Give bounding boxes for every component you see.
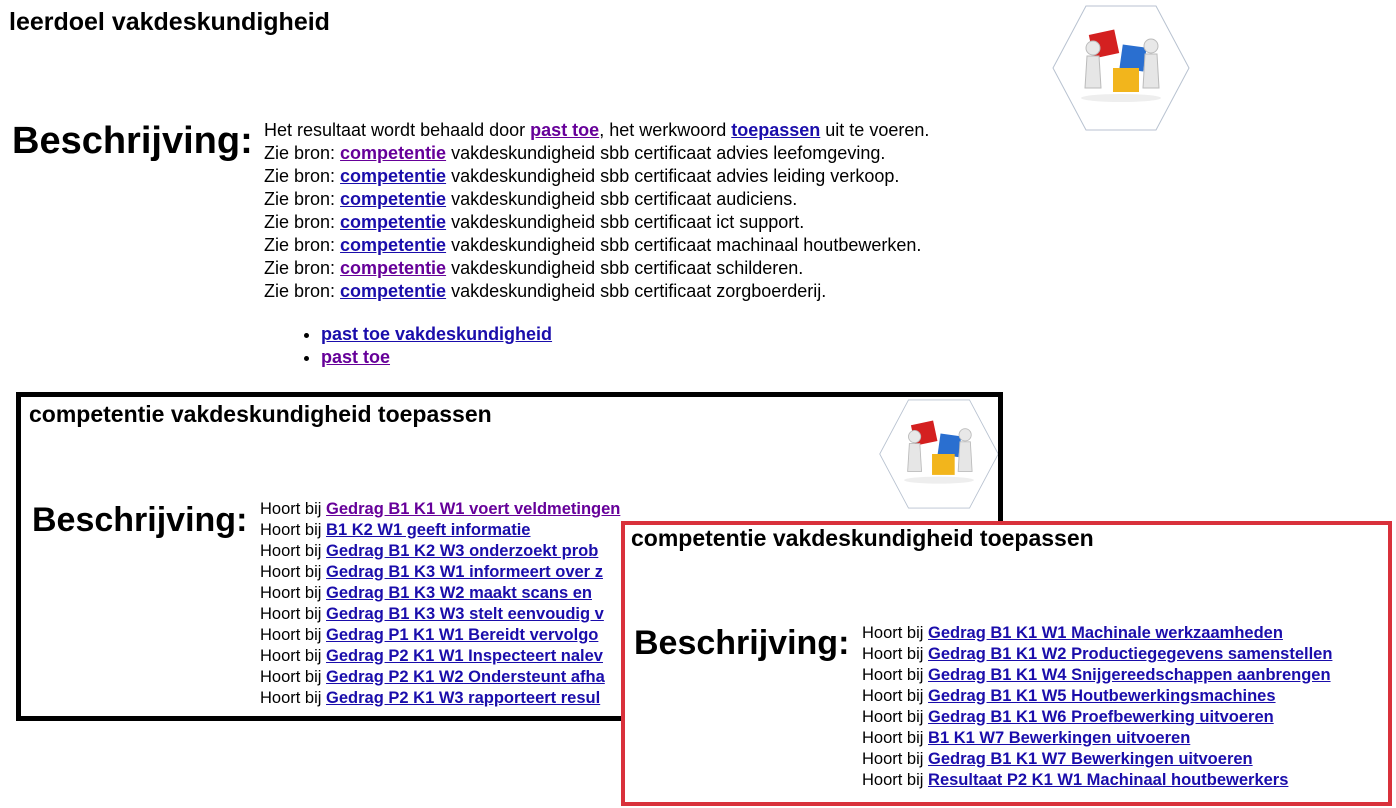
item-link[interactable]: B1 K2 W1 geeft informatie (326, 521, 531, 539)
source-line (264, 211, 929, 234)
item-prefix: Hoort bij (862, 666, 929, 684)
item-prefix: Hoort bij (260, 521, 327, 539)
card-title: competentie vakdeskundigheid toepassen (631, 525, 1094, 551)
item-prefix: Hoort bij (260, 584, 327, 602)
list-item (260, 646, 620, 667)
list-item (321, 323, 552, 346)
list-item (260, 688, 620, 709)
intro-suffix: uit te voeren. (820, 120, 930, 140)
source-prefix: Zie bron: (264, 281, 341, 301)
list-item (260, 604, 620, 625)
source-prefix: Zie bron: (264, 235, 341, 255)
list-item (862, 665, 1332, 686)
card-title: competentie vakdeskundigheid toepassen (29, 401, 492, 427)
intro-prefix: Het resultaat wordt behaald door (264, 120, 531, 140)
list-item (260, 583, 620, 604)
competence-card-red (621, 521, 1392, 806)
item-prefix: Hoort bij (862, 750, 929, 768)
list-item (862, 707, 1332, 728)
source-line (264, 165, 929, 188)
card-items (862, 623, 1332, 791)
source-link[interactable]: competentie (340, 258, 447, 278)
link-past-toe-vakdeskundigheid[interactable]: past toe vakdeskundigheid (321, 324, 553, 344)
link-toepassen[interactable]: toepassen (731, 120, 821, 140)
item-prefix: Hoort bij (862, 771, 929, 789)
page-title: leerdoel vakdeskundigheid (9, 8, 330, 36)
item-link[interactable]: Resultaat P2 K1 W1 Machinaal houtbewerkers (928, 771, 1289, 789)
list-item (862, 686, 1332, 707)
list-item (260, 541, 620, 562)
item-link[interactable]: Gedrag B1 K1 W4 Snijgereedschappen aanbrengen (928, 666, 1331, 684)
source-line (264, 234, 929, 257)
source-prefix: Zie bron: (264, 258, 341, 278)
item-link[interactable]: Gedrag B1 K3 W1 informeert over z (326, 563, 603, 581)
people-puzzle-hexagon-icon (1051, 4, 1191, 132)
item-link[interactable]: Gedrag B1 K1 W7 Bewerkingen uitvoeren (928, 750, 1253, 768)
item-prefix: Hoort bij (260, 689, 327, 707)
list-item (260, 667, 620, 688)
source-prefix: Zie bron: (264, 143, 341, 163)
item-link[interactable]: B1 K1 W7 Bewerkingen uitvoeren (928, 729, 1191, 747)
source-link[interactable]: competentie (340, 212, 447, 232)
list-item (260, 562, 620, 583)
source-text: vakdeskundigheid sbb certificaat schilderen. (446, 258, 804, 278)
source-text: vakdeskundigheid sbb certificaat ict support. (446, 212, 805, 232)
item-prefix: Hoort bij (862, 687, 929, 705)
description-label: Beschrijving: (32, 501, 248, 539)
source-link[interactable]: competentie (340, 189, 447, 209)
description-text (264, 119, 929, 303)
card-items (260, 499, 620, 709)
source-prefix: Zie bron: (264, 189, 341, 209)
source-text: vakdeskundigheid sbb certificaat machinaal houtbewerken. (446, 235, 922, 255)
source-text: vakdeskundigheid sbb certificaat advies leiding verkoop. (446, 166, 900, 186)
source-link[interactable]: competentie (340, 281, 447, 301)
item-link[interactable]: Gedrag B1 K1 W1 voert veldmetingen (326, 500, 621, 518)
list-item (862, 623, 1332, 644)
intro-middle: , het werkwoord (599, 120, 732, 140)
item-prefix: Hoort bij (862, 645, 929, 663)
item-link[interactable]: Gedrag B1 K2 W3 onderzoekt prob (326, 542, 599, 560)
description-label: Beschrijving: (634, 624, 850, 662)
source-link[interactable]: competentie (340, 143, 447, 163)
source-link[interactable]: competentie (340, 235, 447, 255)
item-link[interactable]: Gedrag P2 K1 W1 Inspecteert nalev (326, 647, 603, 665)
item-link[interactable]: Gedrag B1 K1 W6 Proefbewerking uitvoeren (928, 708, 1274, 726)
item-link[interactable]: Gedrag B1 K1 W1 Machinale werkzaamheden (928, 624, 1283, 642)
list-item (862, 749, 1332, 770)
item-prefix: Hoort bij (260, 626, 327, 644)
list-item (321, 346, 552, 369)
item-prefix: Hoort bij (862, 624, 929, 642)
item-prefix: Hoort bij (260, 647, 327, 665)
source-line (264, 142, 929, 165)
people-puzzle-hexagon-icon (878, 397, 1000, 511)
source-line (264, 280, 929, 303)
list-item (862, 728, 1332, 749)
item-link[interactable]: Gedrag P1 K1 W1 Bereidt vervolgo (326, 626, 599, 644)
list-item (862, 644, 1332, 665)
link-past-toe-bullet[interactable]: past toe (321, 347, 391, 367)
item-link[interactable]: Gedrag P2 K1 W2 Ondersteunt afha (326, 668, 605, 686)
item-link[interactable]: Gedrag B1 K1 W5 Houtbewerkingsmachines (928, 687, 1276, 705)
list-item (260, 520, 620, 541)
source-text: vakdeskundigheid sbb certificaat audiciens. (446, 189, 798, 209)
list-item (862, 770, 1332, 791)
item-prefix: Hoort bij (260, 668, 327, 686)
related-links-list (285, 323, 552, 369)
item-prefix: Hoort bij (862, 729, 929, 747)
intro-line (264, 119, 929, 142)
item-prefix: Hoort bij (260, 563, 327, 581)
item-prefix: Hoort bij (260, 542, 327, 560)
item-prefix: Hoort bij (260, 605, 327, 623)
item-link[interactable]: Gedrag B1 K3 W2 maakt scans en (326, 584, 592, 602)
source-prefix: Zie bron: (264, 166, 341, 186)
source-prefix: Zie bron: (264, 212, 341, 232)
source-line (264, 188, 929, 211)
list-item (260, 625, 620, 646)
link-past-toe[interactable]: past toe (530, 120, 600, 140)
source-text: vakdeskundigheid sbb certificaat zorgboerderij. (446, 281, 827, 301)
item-link[interactable]: Gedrag B1 K1 W2 Productiegegevens samenstellen (928, 645, 1333, 663)
item-prefix: Hoort bij (260, 500, 327, 518)
item-prefix: Hoort bij (862, 708, 929, 726)
source-text: vakdeskundigheid sbb certificaat advies leefomgeving. (446, 143, 886, 163)
description-label: Beschrijving: (12, 120, 253, 162)
source-link[interactable]: competentie (340, 166, 447, 186)
item-link[interactable]: Gedrag P2 K1 W3 rapporteert resul (326, 689, 601, 707)
list-item (260, 499, 620, 520)
source-line (264, 257, 929, 280)
item-link[interactable]: Gedrag B1 K3 W3 stelt eenvoudig v (326, 605, 604, 623)
